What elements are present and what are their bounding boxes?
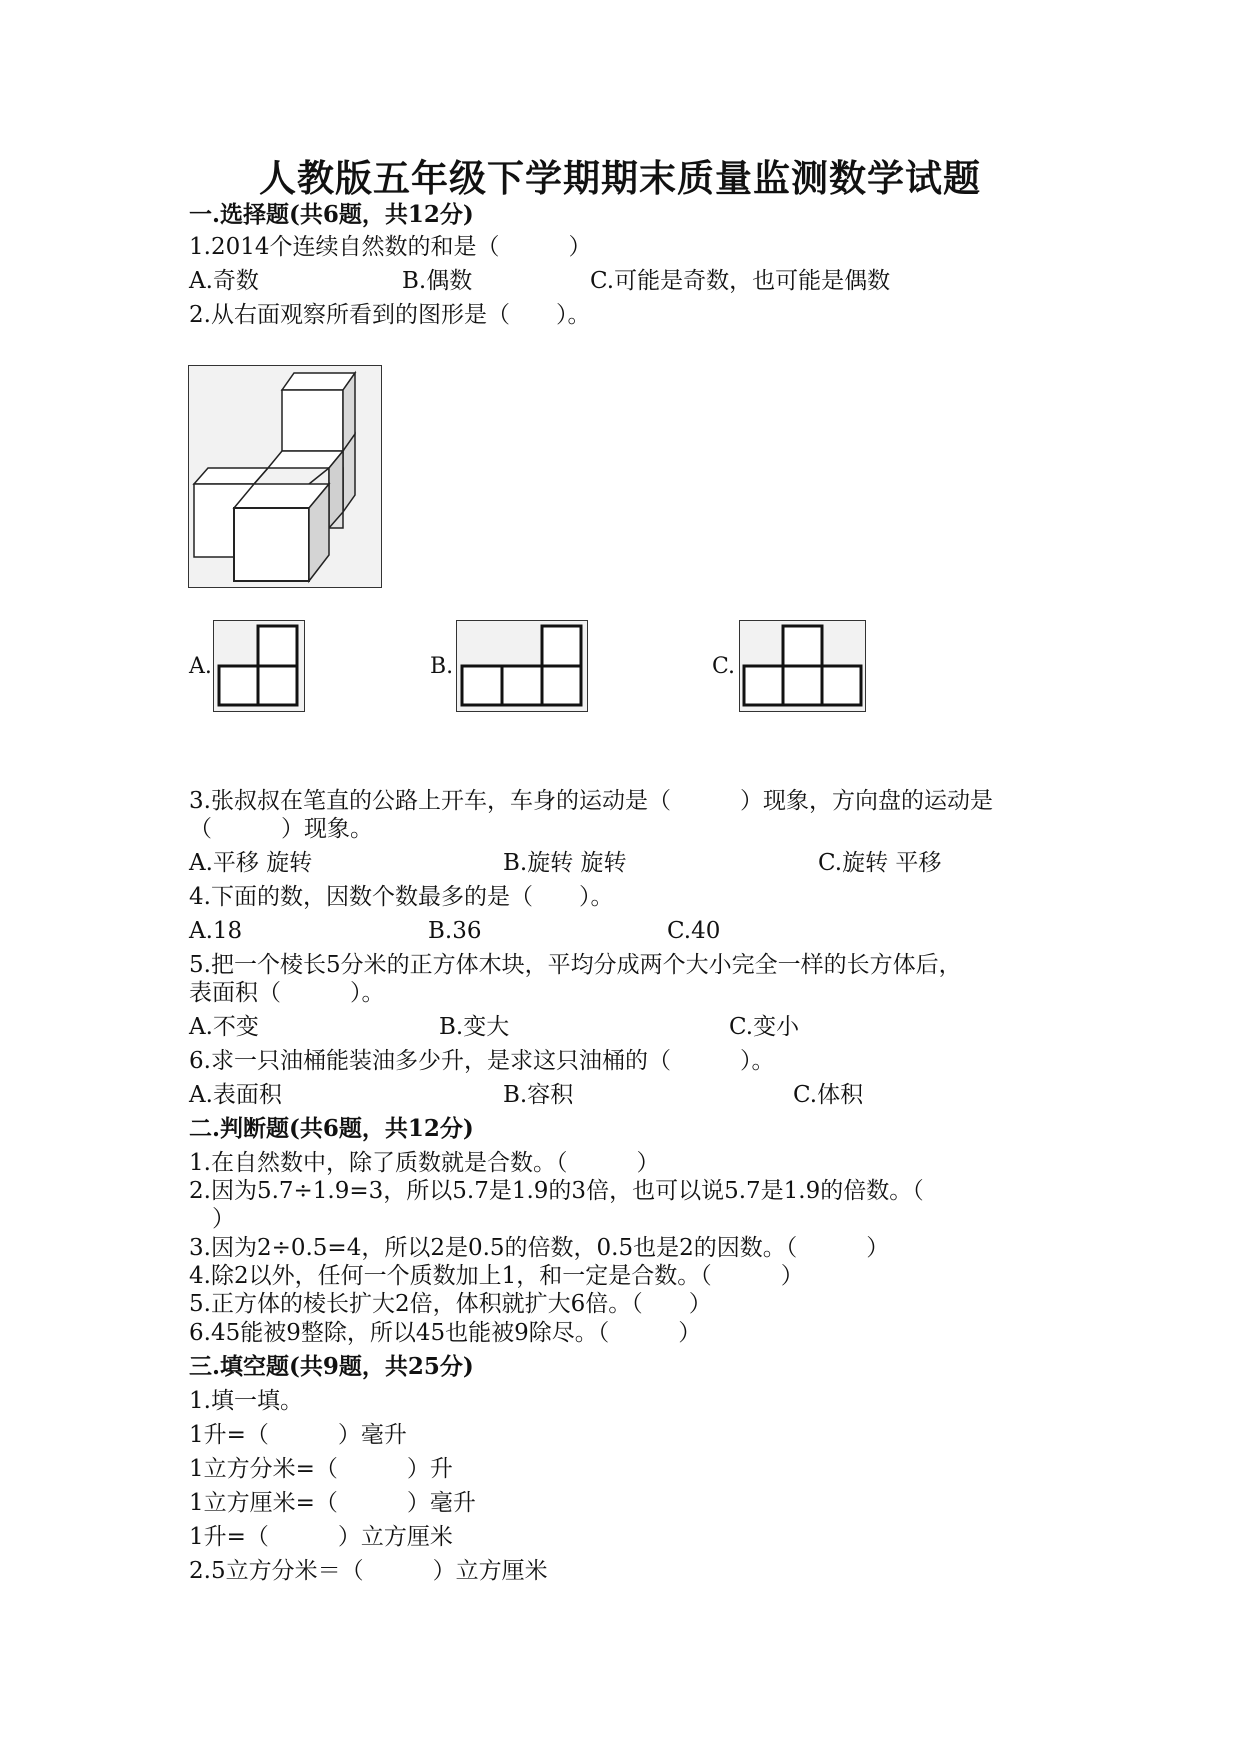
section-heading-fill: 三.填空题(共9题，共25分): [189, 1353, 474, 1380]
judge-5: 5.正方体的棱长扩大2倍，体积就扩大6倍。（ ）: [189, 1291, 712, 1317]
q3-option-c: C.旋转 平移: [818, 850, 942, 876]
question-5-line2: 表面积（ ）。: [189, 980, 385, 1006]
page-title: 人教版五年级下学期期末质量监测数学试题: [259, 156, 981, 200]
question-1: 1.2014个连续自然数的和是（ ）: [189, 234, 592, 260]
fill-1-d: 1升=（ ）立方厘米: [189, 1524, 453, 1550]
q2-option-b-label: B.: [430, 654, 454, 679]
judge-3: 3.因为2÷0.5=4，所以2是0.5的倍数，0.5也是2的因数。（ ）: [189, 1235, 890, 1261]
fill-1-c: 1立方厘米=（ ）毫升: [189, 1490, 476, 1516]
fill-1-b: 1立方分米=（ ）升: [189, 1456, 453, 1482]
q6-option-b: B.容积: [503, 1082, 574, 1108]
judge-2-line1: 2.因为5.7÷1.9=3，所以5.7是1.9的3倍，也可以说5.7是1.9的倍数。（: [189, 1178, 924, 1204]
question-6: 6.求一只油桶能装油多少升，是求这只油桶的（ ）。: [189, 1048, 775, 1074]
question-3-line1: 3.张叔叔在笔直的公路上开车，车身的运动是（ ）现象，方向盘的运动是: [189, 788, 993, 814]
q1-option-b: B.偶数: [402, 268, 473, 294]
q5-option-b: B.变大: [439, 1014, 510, 1040]
q6-option-c: C.体积: [793, 1082, 864, 1108]
q2-option-b-figure: [456, 620, 588, 712]
question-2: 2.从右面观察所看到的图形是（ ）。: [189, 302, 591, 328]
q4-option-a: A.18: [189, 918, 243, 944]
question-4: 4.下面的数，因数个数最多的是（ ）。: [189, 884, 614, 910]
judge-4: 4.除2以外，任何一个质数加上1，和一定是合数。（ ）: [189, 1263, 804, 1289]
q2-option-a-label: A.: [189, 654, 212, 679]
q4-option-c: C.40: [667, 918, 721, 944]
question-5-line1: 5.把一个棱长5分米的正方体木块，平均分成两个大小完全一样的长方体后，: [189, 952, 962, 978]
q1-option-a: A.奇数: [189, 268, 259, 294]
q3-option-b: B.旋转 旋转: [503, 850, 627, 876]
judge-2-line2: ）: [189, 1206, 235, 1232]
q2-option-c-label: C.: [712, 654, 736, 679]
q2-option-a-figure: [213, 620, 305, 712]
fill-1-a: 1升=（ ）毫升: [189, 1422, 407, 1448]
fill-2: 2.5立方分米＝（ ）立方厘米: [189, 1558, 548, 1584]
question-3-line2: （ ）现象。: [189, 816, 373, 842]
q5-option-a: A.不变: [189, 1014, 259, 1040]
q3-option-a: A.平移 旋转: [189, 850, 313, 876]
q4-option-b: B.36: [428, 918, 482, 944]
section-heading-choice: 一.选择题(共6题，共12分): [189, 201, 474, 228]
cube-stack-figure: [188, 365, 382, 588]
q2-option-c-figure: [739, 620, 866, 712]
q1-option-c: C.可能是奇数，也可能是偶数: [590, 268, 891, 294]
q5-option-c: C.变小: [729, 1014, 800, 1040]
judge-1: 1.在自然数中，除了质数就是合数。（ ）: [189, 1150, 660, 1176]
section-heading-judge: 二.判断题(共6题，共12分): [189, 1115, 474, 1142]
fill-1: 1.填一填。: [189, 1388, 303, 1414]
q6-option-a: A.表面积: [189, 1082, 282, 1108]
judge-6: 6.45能被9整除，所以45也能被9除尽。（ ）: [189, 1320, 702, 1346]
